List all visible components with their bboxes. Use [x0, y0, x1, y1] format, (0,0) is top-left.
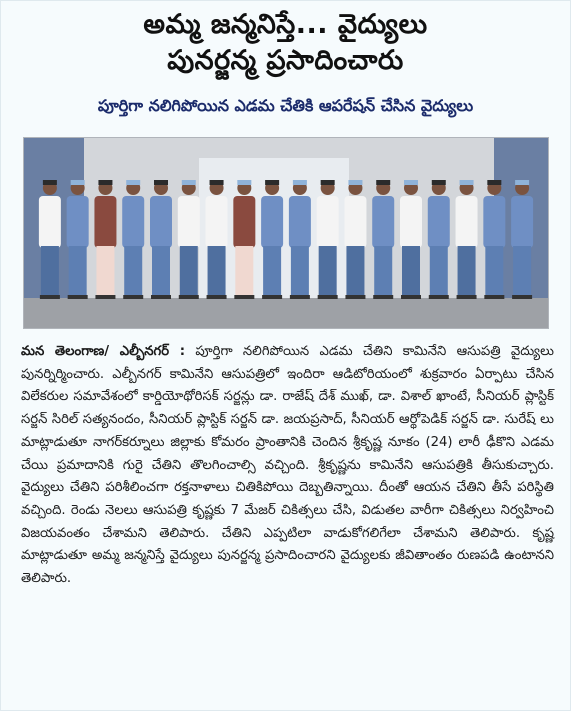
person-torso [178, 196, 200, 248]
person-figure [39, 180, 61, 299]
person-figure [483, 180, 505, 299]
person-cap [293, 180, 307, 185]
person-legs [41, 246, 59, 296]
person-shoes [123, 295, 143, 299]
person-cap [154, 180, 168, 185]
person-torso [372, 196, 394, 248]
headline [1, 7, 570, 79]
person-cap [98, 180, 112, 185]
group-photo-illustration [24, 138, 548, 328]
group-photo [23, 137, 549, 329]
person-torso [233, 196, 255, 248]
person-torso [317, 196, 339, 248]
article-body [21, 341, 554, 591]
person-legs [208, 246, 226, 296]
person-figure [289, 180, 311, 299]
person-shoes [207, 295, 227, 299]
person-legs [263, 246, 281, 296]
person-cap [487, 180, 501, 185]
person-torso [511, 196, 533, 248]
person-torso [261, 196, 283, 248]
person-legs [69, 246, 87, 296]
person-legs [180, 246, 198, 296]
person-figure [233, 180, 255, 299]
person-torso [428, 196, 450, 248]
person-cap [348, 180, 362, 185]
person-cap [404, 180, 418, 185]
person-torso [122, 196, 144, 248]
person-shoes [68, 295, 88, 299]
person-shoes [151, 295, 171, 299]
person-shoes [290, 295, 310, 299]
person-torso [483, 196, 505, 248]
person-figure [122, 180, 144, 299]
person-cap [265, 180, 279, 185]
person-legs [319, 246, 337, 296]
person-torso [94, 196, 116, 248]
person-figure [511, 180, 533, 299]
person-cap [182, 180, 196, 185]
person-legs [430, 246, 448, 296]
article-byline: మన తెలంగాణ/ ఎల్బీనగర్ : [21, 344, 186, 359]
person-figure [261, 180, 283, 299]
person-torso [289, 196, 311, 248]
person-torso [400, 196, 422, 248]
person-torso [456, 196, 478, 248]
person-shoes [429, 295, 449, 299]
person-cap [460, 180, 474, 185]
person-figure [178, 180, 200, 299]
person-torso [67, 196, 89, 248]
person-legs [374, 246, 392, 296]
person-figure [317, 180, 339, 299]
person-figure [372, 180, 394, 299]
person-shoes [512, 295, 532, 299]
person-shoes [95, 295, 115, 299]
person-figure [67, 180, 89, 299]
person-shoes [484, 295, 504, 299]
person-figure [344, 180, 366, 299]
person-cap [432, 180, 446, 185]
person-shoes [401, 295, 421, 299]
person-legs [235, 246, 253, 296]
person-torso [150, 196, 172, 248]
person-cap [71, 180, 85, 185]
person-figure [400, 180, 422, 299]
person-legs [96, 246, 114, 296]
person-figure [94, 180, 116, 299]
person-torso [344, 196, 366, 248]
person-cap [321, 180, 335, 185]
person-shoes [179, 295, 199, 299]
article-paragraph [21, 341, 554, 591]
article-text: పూర్తిగా నలిగిపోయిన ఎడమ చేతిని కామినేని ఆసుపత్రి వైద్యులు పునర్నిర్మించారు. ఎల్బీనగర్ కామినేని ఆసుపత్రిలో ఇందిరా ఆడిటోరియంలో శుక్రవారం ఏర్పాటు చేసిన విలేకరుల సమావేశంలో కార్డియోథోరిసక్ సర్జన్లు డా. రాజేష్ దేశ్ ముఖ్, డా. విశాల్ ఖాంటే, సీనియర్ ప్లాస్టిక్ సర్జన్ సిరిల్ సత్యనందం, సీనియర్ ప్లాస్టిక్ సర్జన్ డా. జయప్రసాద్, సీనియర్ ఆర్థోపెడిక్ సర్జన్ డా. సురేష్ లు మాట్లాడుతూ నాగర్‌కర్నూలు జిల్లాకు కోమరం ప్రాంతానికి చెందిన శ్రీకృష్ణ నూకం (24) లారీ ఢీకొని ఎడమ చేయి ప్రమాదానికి గురై చేతిని తొలగించాల్సి వచ్చింది. శ్రీకృష్ణను కామినేని ఆసుపత్రికి తీసుకుచ్చారు. వైద్యులు చేతిని పరిశీలించగా రక్తనాళాలు చితికిపోయి దెబ్బతిన్నాయి. దీంతో ఆయన చేతిని తీసే పరిస్థితి వచ్చింది. రెండు నెలలు ఆసుపత్రి కృష్ణకు 7 మేజర్ చికిత్సలు చేసి, విడుతల వారీగా చికిత్సలు నిర్వహించి విజయవంతం చేశామని తెలిపారు. చేతిని ఎప్పటిలా వాడుకోగలిగేలా చేశామని తెలిపారు. కృష్ణ మాట్లాడుతూ అమ్మ జన్మనిస్తే వైద్యులు పునర్జన్మ ప్రసాదించారని వైద్యులకు జీవితాంతం రుణపడి ఉంటానని తెలిపారు. [21, 344, 554, 587]
person-cap [43, 180, 57, 185]
person-shoes [234, 295, 254, 299]
person-legs [152, 246, 170, 296]
person-cap [210, 180, 224, 185]
subheadline: పూర్తిగా నలిగిపోయిన ఎడమ చేతికి ఆపరేషన్ చేసిన వైద్యులు [97, 96, 474, 115]
person-legs [402, 246, 420, 296]
person-cap [237, 180, 251, 185]
person-cap [515, 180, 529, 185]
person-torso [39, 196, 61, 248]
headline-line-2: పునర్జన్మ ప్రసాదించారు [167, 45, 404, 76]
person-torso [206, 196, 228, 248]
person-legs [346, 246, 364, 296]
person-legs [124, 246, 142, 296]
person-legs [485, 246, 503, 296]
person-shoes [262, 295, 282, 299]
person-legs [513, 246, 531, 296]
person-shoes [345, 295, 365, 299]
person-legs [291, 246, 309, 296]
person-legs [458, 246, 476, 296]
person-figure [456, 180, 478, 299]
person-figure [428, 180, 450, 299]
person-shoes [40, 295, 60, 299]
person-cap [126, 180, 140, 185]
person-shoes [457, 295, 477, 299]
headline-line-1: అమ్మ జన్మనిస్తే... వైద్యులు [143, 9, 428, 40]
person-shoes [318, 295, 338, 299]
person-cap [376, 180, 390, 185]
person-figure [150, 180, 172, 299]
person-figure [206, 180, 228, 299]
photo-floor [24, 298, 548, 328]
person-shoes [373, 295, 393, 299]
